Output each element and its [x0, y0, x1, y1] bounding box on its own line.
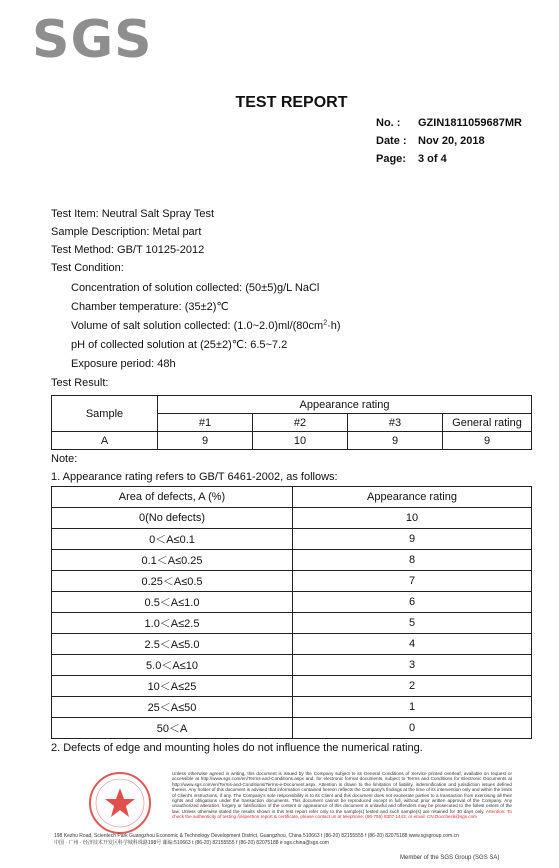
note-label: Note: — [51, 453, 78, 465]
rating-header: Appearance rating — [293, 487, 532, 508]
area-cell: 2.5＜A≤5.0 — [52, 634, 293, 655]
rating-cell: 9 — [348, 432, 443, 450]
area-cell: 0.25＜A≤0.5 — [52, 571, 293, 592]
table-row — [52, 655, 532, 676]
table-row — [52, 718, 532, 739]
table-row — [52, 508, 532, 529]
appearance-rating-header: Appearance rating — [158, 396, 532, 414]
report-no-value: GZIN1811059687MR — [418, 117, 522, 129]
table-row — [52, 432, 532, 450]
area-cell: 50＜A — [52, 718, 293, 739]
page-title: TEST REPORT — [235, 94, 348, 111]
address-en: 198 Kezhu Road, Scientech Park Guangzhou Economic & Technology Development District, Guangzhou, China 510663 t (86-20) 82155555 f (86-20) 82075188 www.sgsgroup.com.cn — [54, 833, 459, 839]
rating-cell: 10 — [253, 432, 348, 450]
condition-ph: pH of collected solution at (25±2)℃: 6.5~7.2 — [71, 339, 288, 351]
rating-cell: 9 — [293, 529, 532, 550]
rating-cell: 2 — [293, 676, 532, 697]
rating-cell: 7 — [293, 571, 532, 592]
table-row — [52, 571, 532, 592]
table-row — [52, 613, 532, 634]
report-meta — [376, 114, 522, 168]
table-row — [52, 550, 532, 571]
rating-cell: 5 — [293, 613, 532, 634]
area-cell: 0.1＜A≤0.25 — [52, 550, 293, 571]
address-cn: 中国 · 广州 · 经济技术开发区科学城科珠路198号 邮编:510663 t (86-20) 82155555 f (86-20) 82075188 e sgs.china@sgs.com — [54, 840, 329, 846]
footer-attention: Attention: To check the authenticity of testing /inspection report & certificate, please contact us at telephone: (86-755) 8307 1443, or email: CN.Doccheck@sgs.com — [172, 808, 512, 820]
rating-cell: 3 — [293, 655, 532, 676]
test-method: Test Method: GB/T 10125-2012 — [51, 244, 205, 256]
condition-temperature: Chamber temperature: (35±2)℃ — [71, 301, 229, 313]
rating-cell: 10 — [293, 508, 532, 529]
area-cell: 5.0＜A≤10 — [52, 655, 293, 676]
col-header-general: General rating — [443, 414, 532, 432]
report-date-value: Nov 20, 2018 — [418, 135, 485, 147]
member-line: Member of the SGS Group (SGS SA) — [400, 855, 500, 861]
test-item: Test Item: Neutral Salt Spray Test — [51, 208, 215, 220]
rating-cell: 0 — [293, 718, 532, 739]
note-1: 1. Appearance rating refers to GB/T 6461-2002, as follows: — [51, 471, 338, 483]
sgs-logo: SGS — [32, 10, 153, 70]
area-header: Area of defects, A (%) — [52, 487, 293, 508]
rating-table — [51, 486, 532, 739]
table-row — [52, 676, 532, 697]
sample-header: Sample — [52, 396, 158, 432]
rating-cell: 9 — [158, 432, 253, 450]
table-row — [52, 529, 532, 550]
table-row — [52, 634, 532, 655]
note-2: 2. Defects of edge and mounting holes do not influence the numerical rating. — [51, 742, 423, 754]
area-cell: 0.5＜A≤1.0 — [52, 592, 293, 613]
footer-disclaimer: Unless otherwise agreed in writing, this document is issued by the Company subject to its General Conditions of Service printed overleaf, available on request or accessible at http://www.sgs.com/en/Terms-and-Conditions.aspx and, for electronic format documents, subject to Terms and Conditions for Electronic Documents at http://www.sgs.com/en/Terms-and-Conditions/Terms-e-Document.aspx. Attention is drawn to the limitation of liability, indemnification and jurisdiction issues defined therein. Any holder of this document is advised that information contained hereon reflects the Company's findings at the time of its intervention only and within the limits of Client's instructions, if any. The Company's sole responsibility is to its Client and this document does not exonerate parties to a transaction from exercising all their rights and obligations under the transaction documents. This document cannot be reproduced except in full, without prior written approval of the Company. Any unauthorized alteration, forgery or falsification of the content or appearance of this document is unlawful and offenders may be prosecuted to the fullest extent of the law. Unless otherwise stated the results shown in this test report refer only to the sample(s) tested and such sample(s) are retained for 30 days only. Attention: To check the authenticity of testing /inspection report & certificate, please contact us at telephone: (86-755) 8307 1443, or email: CN.Doccheck@sgs.com — [172, 771, 512, 820]
area-cell: 0(No defects) — [52, 508, 293, 529]
report-no-label: No. : — [376, 117, 401, 129]
footer-address — [54, 833, 514, 846]
report-page-label: Page: — [376, 153, 406, 165]
col-header-3: #3 — [348, 414, 443, 432]
test-condition-label: Test Condition: — [51, 262, 124, 274]
result-table — [51, 395, 532, 450]
area-cell: 0＜A≤0.1 — [52, 529, 293, 550]
col-header-2: #2 — [253, 414, 348, 432]
report-date-label: Date : — [376, 135, 407, 147]
area-cell: 25＜A≤50 — [52, 697, 293, 718]
rating-cell: 1 — [293, 697, 532, 718]
area-cell: 10＜A≤25 — [52, 676, 293, 697]
seal-stamp — [78, 770, 168, 842]
area-cell: 1.0＜A≤2.5 — [52, 613, 293, 634]
condition-concentration: Concentration of solution collected: (50±5)g/L NaCl — [71, 282, 320, 294]
rating-cell: 9 — [443, 432, 532, 450]
report-page-value: 3 of 4 — [418, 153, 447, 165]
condition-volume: Volume of salt solution collected: $(1.0\sim 2.0)ml/(80cm^2\cdot h)$ — [71, 319, 341, 332]
sample-description: Sample Description: Metal part — [51, 226, 202, 238]
sample-cell: A — [52, 432, 158, 450]
rating-cell: 4 — [293, 634, 532, 655]
condition-exposure: Exposure period: 48h — [71, 358, 176, 370]
col-header-1: #1 — [158, 414, 253, 432]
table-row — [52, 592, 532, 613]
table-row — [52, 697, 532, 718]
star-icon — [105, 788, 135, 817]
test-result-label: Test Result: — [51, 377, 109, 389]
rating-cell: 6 — [293, 592, 532, 613]
rating-cell: 8 — [293, 550, 532, 571]
